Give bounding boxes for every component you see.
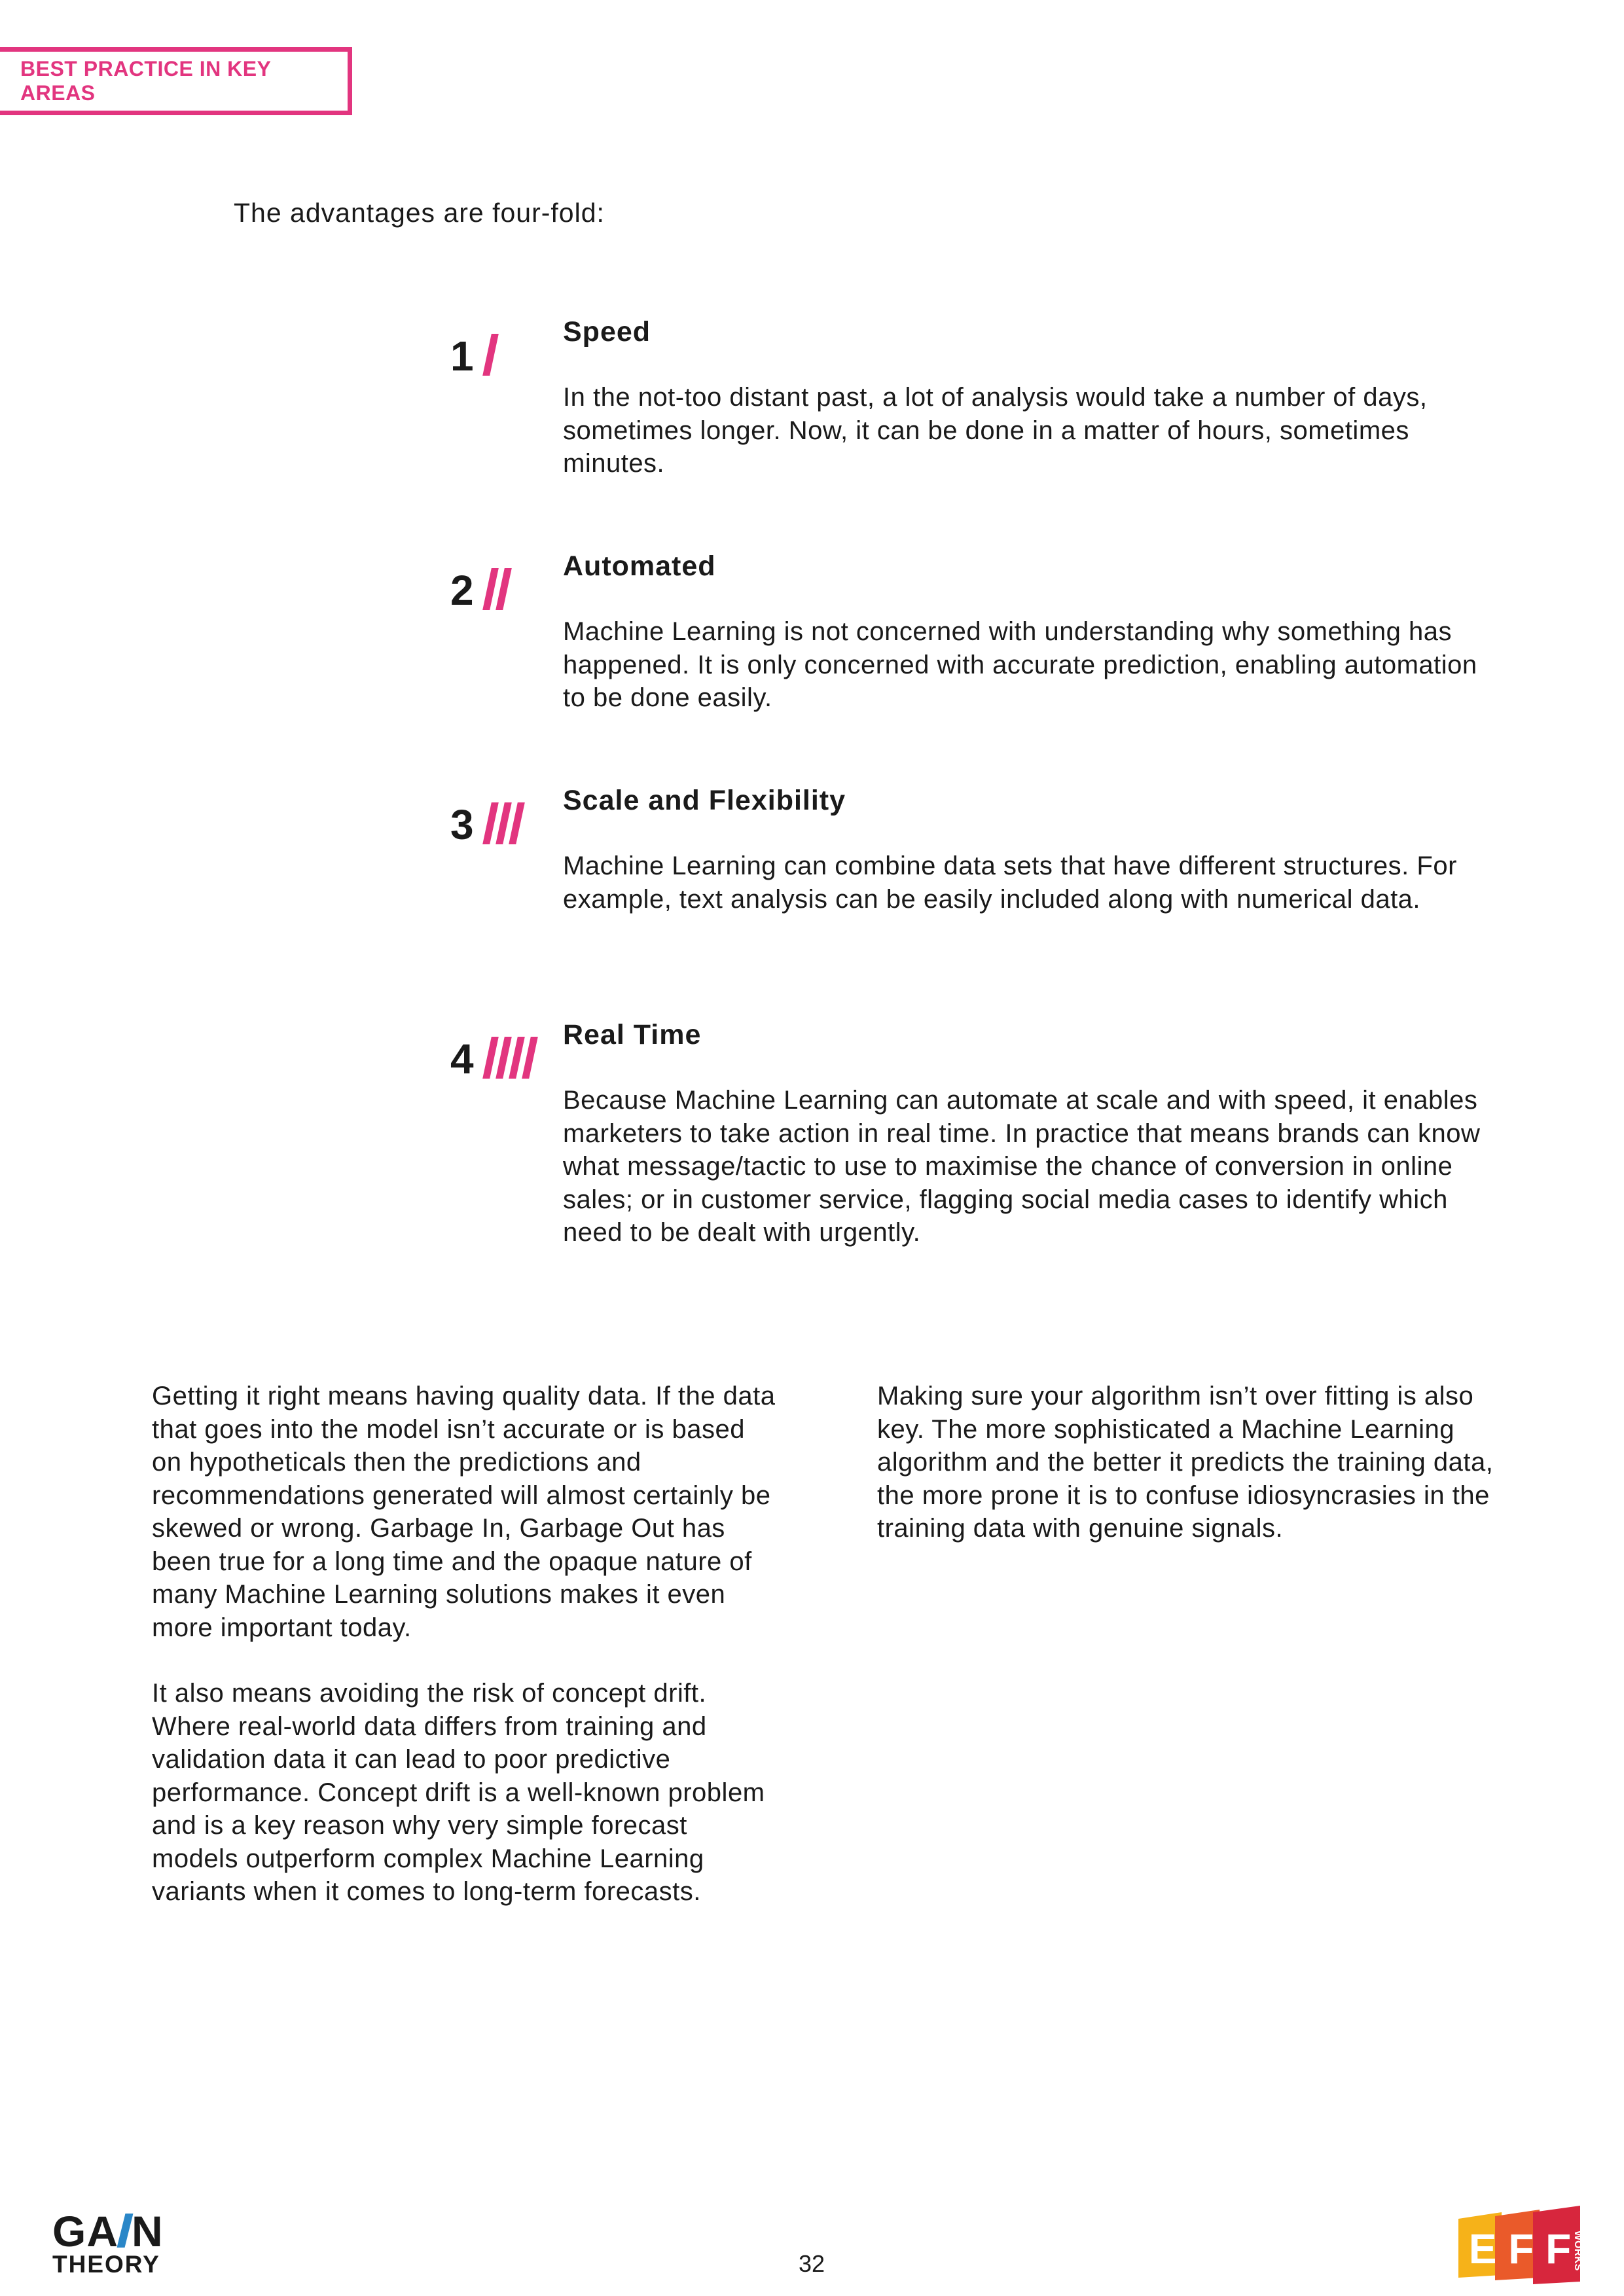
advantage-item (0, 1018, 1624, 1247)
advantage-body: In the not-too distant past, a lot of analysis would take a number of days, sometimes longer. Now, it can be done in a matter of hours, sometimes minutes. (563, 383, 1428, 478)
advantage-body: Machine Learning can combine data sets that have different structures. For example, text analysis can be easily included along with numerical data. (563, 852, 1457, 914)
logo-text-part: N (132, 2207, 164, 2255)
intro-text: The advantages are four-fold: (234, 198, 605, 228)
slash-marks (487, 568, 513, 610)
logo-works-text: WORKS (1572, 2231, 1583, 2271)
logo-bar-icon (117, 2214, 134, 2248)
advantage-number: 4 (450, 1035, 474, 1083)
slash-marks (487, 334, 500, 376)
advantage-title: Scale and Flexibility (563, 785, 846, 816)
body-paragraph: Getting it right means having quality data. If the data that goes into the model isn’t accurate or is based on hypotheticals then the predictions and recommendations generated will almost certainly be skewed or wrong. Garbage In, Garbage Out has been true for a long time and the opaque nature of many Machine Learning solutions makes it even more important today. (152, 1382, 776, 1642)
logo-text-part: GA (52, 2207, 118, 2255)
logo-wordmark-top (52, 2207, 183, 2255)
right-column (877, 1380, 1499, 1578)
slash-mark (496, 568, 512, 610)
slash-mark (509, 802, 525, 844)
left-column (152, 1380, 780, 1941)
advantage-body: Machine Learning is not concerned with understanding why something has happened. It is only concerned with accurate prediction, enabling automation to be done easily. (563, 617, 1477, 712)
logo-letters: E F F (1468, 2225, 1572, 2272)
effie-works-logo (1454, 2204, 1585, 2289)
slash-mark (482, 334, 499, 376)
advantage-title: Real Time (563, 1019, 702, 1050)
advantage-item (0, 315, 1624, 525)
body-paragraph: It also means avoiding the risk of concept drift. Where real-world data differs from training and validation data it can lead to poor predictive performance. Concept drift is a well-known problem and is a key reason why very simple forecast models outperform complex Machine Learning variants when it comes to long-term forecasts. (152, 1679, 765, 1906)
advantage-item (0, 550, 1624, 759)
advantage-number: 2 (450, 567, 474, 614)
advantage-body: Because Machine Learning can automate at scale and with speed, it enables marketers to take action in real time. In practice that means brands can know what message/tactic to use to maximise the chance of conversion in online sales; or in customer service, flagging social media cases to identify which need to be dealt with urgently. (563, 1086, 1481, 1247)
slash-mark (522, 1037, 538, 1079)
body-paragraph: Making sure your algorithm isn’t over fitting is also key. The more sophisticated a Machine Learning algorithm and the better it predicts the training data, the more prone it is to confuse idiosyncrasies in the training data with genuine signals. (877, 1382, 1494, 1543)
section-tag: BEST PRACTICE IN KEY AREAS (0, 47, 352, 115)
logo-wordmark-bottom: THEORY (52, 2251, 160, 2278)
advantage-title: Speed (563, 316, 651, 348)
advantage-title: Automated (563, 550, 716, 582)
slash-marks (487, 1037, 539, 1079)
advantage-number: 3 (450, 801, 474, 848)
page-number: 32 (799, 2250, 825, 2277)
gain-theory-logo (52, 2207, 183, 2278)
advantage-item (0, 784, 1624, 994)
advantage-number: 1 (450, 332, 474, 380)
slash-marks (487, 802, 526, 844)
